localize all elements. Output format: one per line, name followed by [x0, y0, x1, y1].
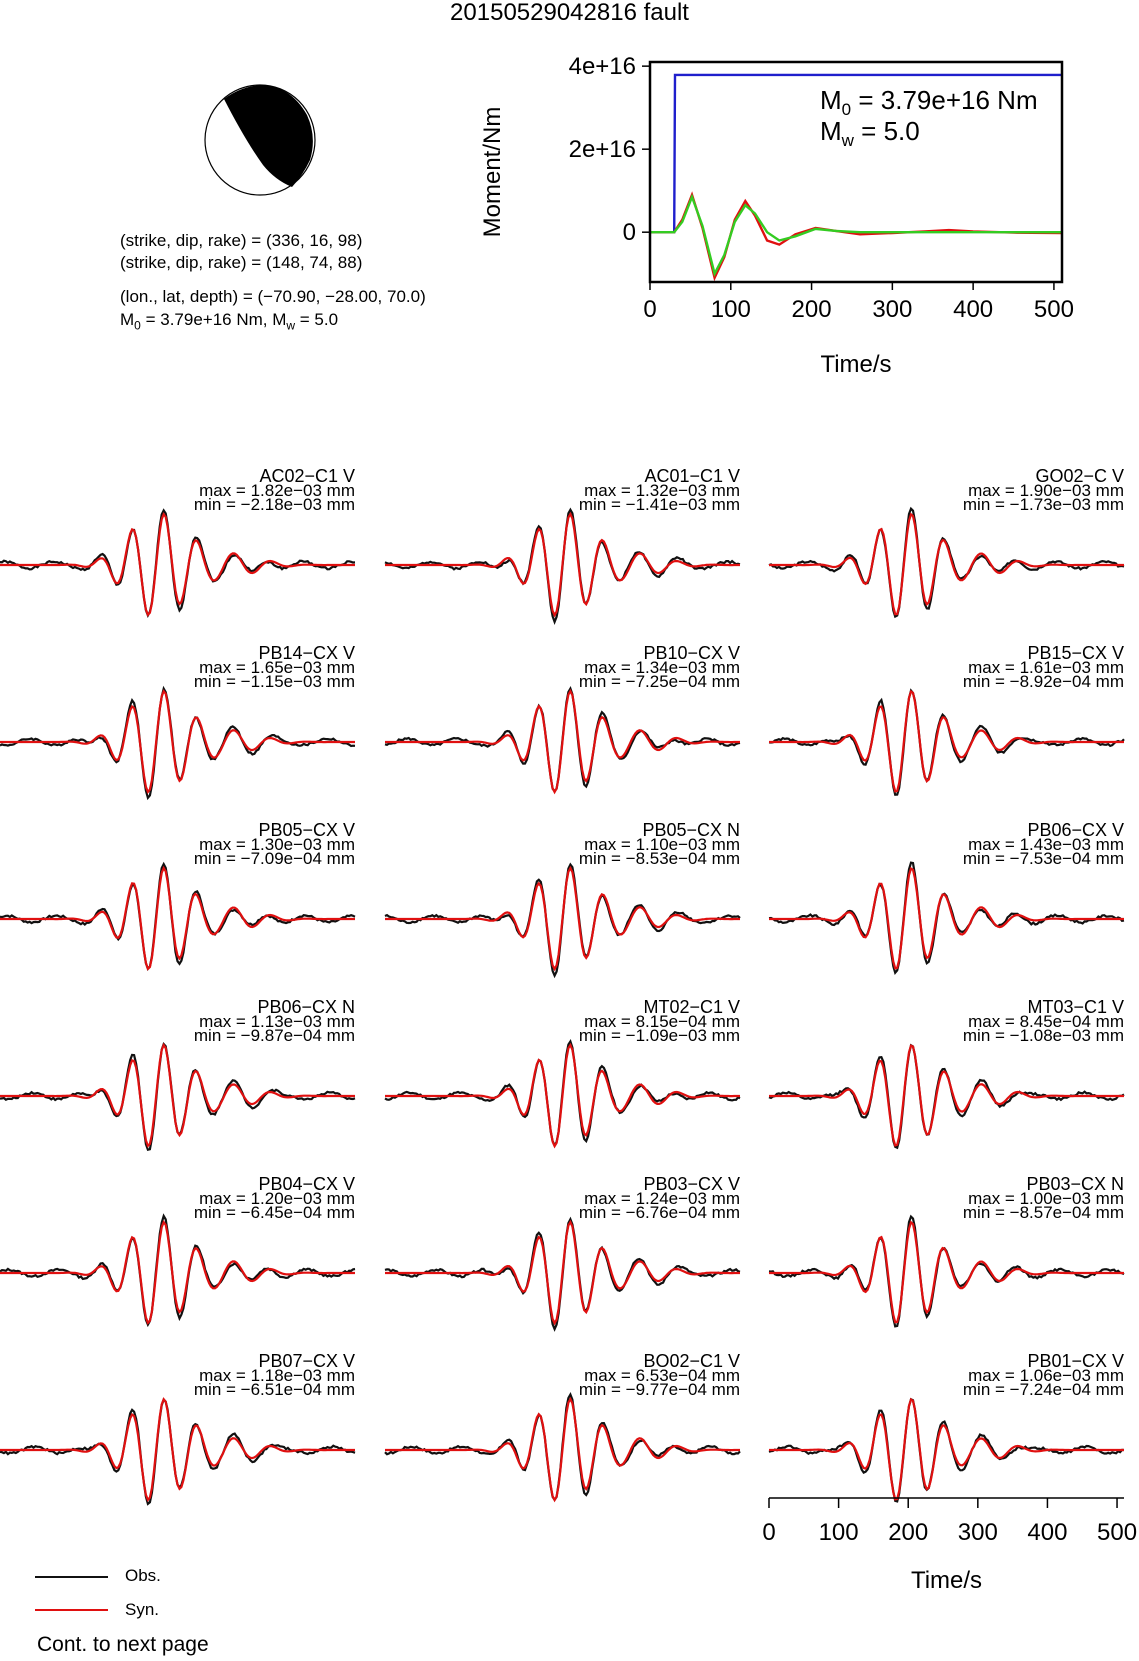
moment-xtick-label-4: 400 [953, 296, 994, 323]
moment-ytick-label-1: 2e+16 [568, 136, 636, 164]
waveform-panel [769, 643, 1124, 795]
page-title: 20150529042816 fault [450, 0, 689, 26]
station-label: PB14−CX V [258, 643, 355, 663]
min-label: min = −6.51e−04 mm [193, 1380, 355, 1399]
max-label: max = 6.53e−04 mm [584, 1366, 740, 1385]
syn-trace [0, 691, 355, 792]
waveform-panel [0, 997, 355, 1150]
syn-trace [385, 514, 740, 615]
moment-chart [470, 45, 1135, 405]
syn-trace [769, 1046, 1124, 1146]
min-label: min = −1.09e−03 mm [578, 1026, 740, 1045]
syn-trace [769, 869, 1124, 969]
moment-line [120, 310, 338, 335]
moment-xtick-label-0: 0 [643, 296, 657, 323]
max-label: max = 1.18e−03 mm [199, 1366, 355, 1385]
nodal-plane-2: (strike, dip, rake) = (148, 74, 88) [120, 253, 363, 272]
max-label: max = 1.65e−03 mm [199, 658, 355, 677]
min-label: min = −1.08e−03 mm [962, 1026, 1124, 1045]
min-label: min = −2.18e−03 mm [193, 495, 355, 514]
obs-trace [769, 863, 1124, 973]
station-label: AC01−C1 V [644, 466, 740, 486]
syn-trace [0, 868, 355, 969]
mw-value: = 5.0 [295, 310, 339, 329]
syn-trace [385, 691, 740, 792]
location-line: (lon., lat, depth) = (−70.90, −28.00, 70.0) [120, 287, 426, 306]
obs-trace [769, 509, 1124, 617]
mw-annotation: $M_w = 5.0$ [820, 116, 920, 150]
m0-annotation: $M_0 = 3.79e+16$ Nm [820, 85, 1038, 119]
min-label: min = −1.41e−03 mm [578, 495, 740, 514]
mw-subscript: w [286, 318, 296, 333]
station-label: PB05−CX V [258, 820, 355, 840]
legend-syn-label: Syn. [125, 1600, 160, 1619]
min-label: min = −1.73e−03 mm [962, 495, 1124, 514]
station-label: PB06−CX V [1027, 820, 1124, 840]
moment-xtick-label-3: 300 [872, 296, 913, 323]
moment-subscript: 0 [134, 318, 141, 333]
max-label: max = 1.13e−03 mm [199, 1012, 355, 1031]
min-label: min = −7.53e−04 mm [962, 849, 1124, 868]
obs-trace [0, 689, 355, 798]
waveform-panel [0, 466, 355, 615]
waveform-grid [0, 460, 1139, 1590]
station-label: MT03−C1 V [1027, 997, 1124, 1017]
time-xtick-label-5: 500 [1097, 1519, 1138, 1546]
waveform-panel [385, 643, 740, 792]
moment-xtick-label-2: 200 [791, 296, 832, 323]
min-label: min = −8.92e−04 mm [962, 672, 1124, 691]
waveform-panel [769, 1174, 1124, 1326]
syn-trace [0, 1399, 355, 1500]
waveform-panel [0, 1174, 355, 1325]
station-label: AC02−C1 V [259, 466, 355, 486]
time-xlabel: Time/s [910, 1567, 983, 1590]
waveform-panel [0, 1351, 355, 1504]
waveform-panel [0, 820, 355, 969]
min-label: min = −7.09e−04 mm [193, 849, 355, 868]
waveform-panel [769, 820, 1124, 973]
min-label: min = −8.53e−04 mm [578, 849, 740, 868]
moment-xtick-label-1: 100 [710, 296, 751, 323]
obs-trace [0, 1400, 355, 1504]
min-label: min = −9.77e−04 mm [578, 1380, 740, 1399]
waveform-panel [769, 466, 1124, 617]
max-label: max = 8.15e−04 mm [584, 1012, 740, 1031]
time-xtick-label-4: 400 [1027, 1519, 1068, 1546]
waveform-panel [385, 820, 740, 976]
station-label: PB07−CX V [258, 1351, 355, 1371]
station-label: PB01−CX V [1027, 1351, 1124, 1371]
min-label: min = −6.76e−04 mm [578, 1203, 740, 1222]
moment-xtick-label-5: 500 [1033, 296, 1074, 323]
min-label: min = −7.24e−04 mm [962, 1380, 1124, 1399]
moment-ytick-label-0: 0 [622, 219, 636, 247]
continuation-note: Cont. to next page [37, 1633, 209, 1656]
waveform-panel [0, 643, 355, 798]
beachball-diagram [195, 75, 325, 205]
syn-trace [385, 1222, 740, 1323]
syn-trace [0, 1045, 355, 1146]
max-label: max = 1.90e−03 mm [968, 481, 1124, 500]
obs-trace [769, 1217, 1124, 1327]
max-label: max = 1.32e−03 mm [584, 481, 740, 500]
station-label: PB05−CX N [642, 820, 740, 840]
max-label: max = 8.45e−04 mm [968, 1012, 1124, 1031]
moment-xlabel: Time/s [820, 351, 892, 378]
max-label: max = 1.20e−03 mm [199, 1189, 355, 1208]
moment-symbol: M [120, 310, 135, 329]
max-label: max = 1.24e−03 mm [584, 1189, 740, 1208]
station-label: PB15−CX V [1027, 643, 1124, 663]
time-xtick-label-1: 100 [818, 1519, 859, 1546]
waveform-panel [385, 1351, 740, 1500]
syn-trace [385, 1045, 740, 1146]
syn-trace [0, 514, 355, 615]
syn-trace [769, 514, 1124, 614]
min-label: min = −1.15e−03 mm [193, 672, 355, 691]
max-label: max = 1.00e−03 mm [968, 1189, 1124, 1208]
moment-ylabel: Moment/Nm [479, 106, 506, 238]
max-label: max = 1.43e−03 mm [968, 835, 1124, 854]
moment-value: = 3.79e+16 Nm, M [140, 310, 287, 329]
station-label: PB04−CX V [258, 1174, 355, 1194]
max-label: max = 1.06e−03 mm [968, 1366, 1124, 1385]
min-label: min = −8.57e−04 mm [962, 1203, 1124, 1222]
station-label: MT02−C1 V [643, 997, 740, 1017]
station-label: PB03−CX N [1026, 1174, 1124, 1194]
legend-obs-label: Obs. [125, 1566, 161, 1585]
min-label: min = −9.87e−04 mm [193, 1026, 355, 1045]
max-label: max = 1.10e−03 mm [584, 835, 740, 854]
station-label: PB03−CX V [643, 1174, 740, 1194]
station-label: PB06−CX N [257, 997, 355, 1017]
waveform-panel [385, 1174, 740, 1329]
time-xtick-label-0: 0 [762, 1519, 776, 1546]
legend-lines [30, 1565, 120, 1615]
waveform-panel [769, 997, 1124, 1148]
min-label: min = −6.45e−04 mm [193, 1203, 355, 1222]
syn-trace [385, 1399, 740, 1500]
syn-trace [385, 868, 740, 969]
station-label: PB10−CX V [643, 643, 740, 663]
max-label: max = 1.34e−03 mm [584, 658, 740, 677]
waveform-panel [385, 466, 740, 622]
time-xtick-label-2: 200 [888, 1519, 929, 1546]
max-label: max = 1.30e−03 mm [199, 835, 355, 854]
syn-trace [0, 1222, 355, 1323]
nodal-plane-1: (strike, dip, rake) = (336, 16, 98) [120, 231, 363, 250]
station-label: BO02−C1 V [643, 1351, 740, 1371]
min-label: min = −7.25e−04 mm [578, 672, 740, 691]
moment-ytick-label-2: 4e+16 [568, 53, 636, 81]
max-label: max = 1.82e−03 mm [199, 481, 355, 500]
syn-trace [769, 692, 1124, 792]
syn-trace [769, 1400, 1124, 1500]
max-label: max = 1.61e−03 mm [968, 658, 1124, 677]
moment-series-2 [650, 197, 1062, 274]
station-label: GO02−C V [1035, 466, 1124, 486]
syn-trace [769, 1222, 1124, 1322]
waveform-panel [769, 1351, 1124, 1501]
waveform-panel [385, 997, 740, 1146]
time-xtick-label-3: 300 [957, 1519, 998, 1546]
